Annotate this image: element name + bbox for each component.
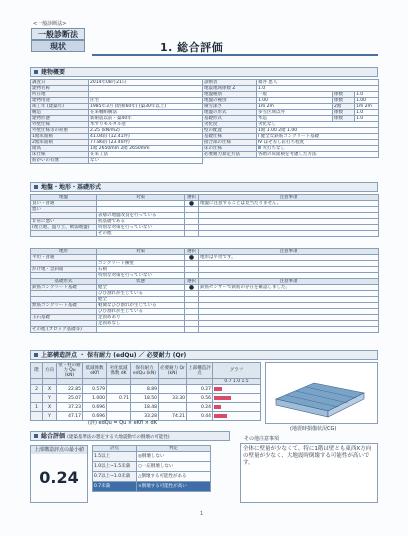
min-score-label: 上部構造評点の最小値 <box>31 446 87 454</box>
column-header: 選択 <box>185 195 199 201</box>
row-value: 1階 2650mm 2階 2650mm <box>89 146 203 152</box>
overall-section-title: 総合評価 <box>41 433 66 440</box>
ground-measure: 軽微なひび割れが生じている <box>97 303 185 309</box>
row-value: 新耐震以前・築40年 <box>89 116 203 122</box>
score-bar <box>214 405 221 409</box>
score-bar <box>214 387 222 391</box>
selection-dot: ● <box>185 255 199 261</box>
column-header: 地盤 <box>31 195 97 201</box>
eval-value <box>107 403 131 412</box>
row-value: 木造 <box>257 116 333 122</box>
table-row <box>31 394 261 403</box>
ground-note: 地形は平坦です。 <box>199 255 379 261</box>
row-value: 一般 <box>257 92 333 98</box>
extra-label: 係数 <box>333 92 355 98</box>
score-range: 0.7以上~1.0未満 <box>93 472 137 482</box>
eval-value: X <box>43 385 57 394</box>
eval-value: 74.21 <box>159 412 187 421</box>
ground-item: (埋立地、盛り土、軟弱地盤) <box>31 225 97 231</box>
score-range: 0.7未満 <box>93 482 137 492</box>
eval-value: 0.696 <box>83 412 107 421</box>
row-value: 1階 1.00 2階 1.00 <box>257 128 379 134</box>
row-label: 必要耐力算定方法 <box>203 152 257 158</box>
ground-measure: 杭基礎である <box>97 219 185 225</box>
eval-value: 2 <box>31 385 43 394</box>
row-value: 77.86㎡ (23.40坪) <box>89 140 203 146</box>
selection-dot: ● <box>185 201 199 207</box>
ground-table-3 <box>30 278 379 333</box>
row-value: Ⅳ ほぞ差し釘打ち程度 <box>257 140 379 146</box>
score-bar-cell <box>213 403 261 412</box>
ground-measure: ひび割れが生じている <box>97 309 185 315</box>
row-label: 竣工年 (建築年) <box>31 104 89 110</box>
score-bar-cell <box>213 385 261 394</box>
eval-value: 33.30 <box>159 394 187 403</box>
table-row <box>203 152 379 158</box>
ground-section-title: 地盤・地形・基礎形式 <box>41 184 102 191</box>
judgement: △倒壊する可能性がある <box>137 472 211 482</box>
row-value: 住宅 <box>89 98 203 104</box>
min-score-box <box>30 445 88 503</box>
score-range: 1.5以上 <box>93 452 137 462</box>
eval-value: 18.50 <box>131 394 159 403</box>
ground-note: 鉄筋センサーで鉄筋の存在を確認しました。 <box>199 285 379 291</box>
ground-measure: 特別な対策を行っていない <box>97 225 185 231</box>
row-value: 2014年08月21日 <box>89 80 203 86</box>
eval-value <box>107 385 131 394</box>
column-header: 注意事項 <box>199 279 379 285</box>
column-header: 上部構造評点 <box>187 363 213 379</box>
row-value: 1985年3月 (昭和60年) (築30年以上) <box>89 104 203 110</box>
method-small-tag: <一般診断法> <box>33 21 67 27</box>
selection-dot <box>185 231 199 237</box>
ground-measure <box>97 327 185 333</box>
ground-item: 無筋コンクリート基礎 <box>31 303 97 309</box>
ground-measure: ひび割れが生じている <box>97 291 185 297</box>
eval-value: 0.579 <box>83 385 107 394</box>
eval-value: Y <box>43 394 57 403</box>
eval-value <box>159 403 187 412</box>
eval-value: 0.44 <box>187 412 213 421</box>
ground-measure: 石積 <box>97 267 185 273</box>
min-score-value: 0.24 <box>39 468 79 487</box>
column-header: 対策 <box>97 195 185 201</box>
eval-value: 22.85 <box>57 385 83 394</box>
ground-item: 玉石基礎 <box>31 315 97 321</box>
column-header: 状態 <box>97 279 185 285</box>
page-title: 1. 総合評価 <box>160 41 224 54</box>
row-value: 劣化なし <box>257 122 379 128</box>
score-bar-cell <box>213 394 261 403</box>
judgement: ○一応倒壊しない <box>137 462 211 472</box>
ground-table-2 <box>30 248 379 279</box>
ground-item: 平坦・普通 <box>31 255 97 261</box>
ground-item: 悪い <box>31 207 97 213</box>
column-header: 必要耐力 Qr (kN) <box>159 363 187 379</box>
row-label: 地震地域係数 Z <box>203 86 257 92</box>
judgement-table <box>92 445 211 492</box>
score-bar <box>214 414 227 418</box>
title-underline <box>92 54 378 56</box>
eval-value <box>31 412 43 421</box>
column-header: 対策 <box>97 249 185 255</box>
eval-formula: (評) edQu = Qu × eKfl × dK <box>88 420 158 426</box>
ground-item: がけ地・急斜面 <box>31 267 97 273</box>
comment-title: その他注意事項 <box>244 436 280 442</box>
row-value: 1m 2m <box>257 104 333 110</box>
table-row <box>31 327 379 333</box>
ground-measure: 足固めなし <box>97 321 185 327</box>
score-bar <box>214 396 231 400</box>
eval-value <box>159 385 187 394</box>
column-header: 選択 <box>185 249 199 255</box>
row-label: 劣化度 <box>203 122 257 128</box>
ground-section-header <box>30 182 378 192</box>
row-value: Ⅰ 健全な鉄筋コンクリート基礎 <box>257 134 379 140</box>
row-label: 建物用途 <box>31 98 89 104</box>
row-label: 地盤の形式 <box>203 110 257 116</box>
ground-item: その他 (ブロック基礎等) <box>31 327 97 333</box>
row-label: 診断者 <box>203 80 257 86</box>
judgement: ×倒壊する可能性が高い <box>137 482 211 492</box>
ground-item <box>31 231 97 237</box>
column-header: 低減係数 eKfl <box>83 363 107 379</box>
eval-table <box>30 362 261 421</box>
eval-section-header <box>30 350 378 360</box>
eval-value: 1 <box>31 403 43 412</box>
eval-value: 0.56 <box>187 394 213 403</box>
column-header: 注意事項 <box>199 249 379 255</box>
eval-value: 0.696 <box>83 403 107 412</box>
building-left-table <box>30 79 203 164</box>
row-label: 外壁仕様 <box>31 122 89 128</box>
page-number: 1 <box>200 511 204 517</box>
extra-value: 1.00 <box>355 98 379 104</box>
eval-value: 8.89 <box>131 385 159 394</box>
row-value: 福井 恵人 <box>257 80 379 86</box>
column-header: 評点 <box>93 446 137 452</box>
building-section-title: 建物概要 <box>41 69 66 76</box>
score-bar-cell <box>213 412 261 421</box>
table-row <box>93 462 211 472</box>
overall-section-header <box>30 431 230 441</box>
row-value: 41.04㎡ (12.41坪) <box>89 134 203 140</box>
extra-value: 1.0 <box>355 92 379 98</box>
eval-value: 37.23 <box>57 403 83 412</box>
row-label: 積雪深さ <box>203 104 257 110</box>
cg-caption: (地震時損傷状況CG) <box>290 426 337 432</box>
extra-label: 係数 <box>333 98 355 104</box>
eval-value: Y <box>43 412 57 421</box>
row-label: 接合部の仕様 <box>203 140 257 146</box>
overall-section-note: (建築基準法の想定する大地震動での倒壊の可能性) <box>67 435 170 440</box>
ground-note <box>199 327 379 333</box>
column-header: 地形 <box>31 249 97 255</box>
extra-label: 係数 <box>333 116 355 122</box>
eval-value: 1.000 <box>83 394 107 403</box>
extra-label: 2階 <box>333 104 355 110</box>
graph-scale: 0.7 1.0 1.5 <box>213 379 261 385</box>
column-header: 注意事項 <box>199 195 379 201</box>
row-label: 調査日 <box>31 80 89 86</box>
eval-value: 0.27 <box>187 385 213 394</box>
row-label: 床の仕様 <box>203 146 257 152</box>
eval-value: 25.07 <box>57 394 83 403</box>
row-label: 基礎仕様 <box>203 134 257 140</box>
row-label: 構造 <box>31 110 89 116</box>
row-label: 所在地 <box>31 92 89 98</box>
row-label: 建物形態 <box>31 116 89 122</box>
ground-measure: その他 <box>97 231 185 237</box>
ground-measure: 健全 <box>97 285 185 291</box>
eval-value: 18.48 <box>131 403 159 412</box>
state-tag: 現状 <box>31 40 85 52</box>
row-value: Ⅲ 火打ちなし <box>257 146 379 152</box>
ground-measure: コンクリート擁壁 <box>97 261 185 267</box>
table-row <box>31 231 379 237</box>
table-row <box>31 158 203 164</box>
column-header: グラフ <box>213 363 261 379</box>
column-header: 階 <box>31 363 43 379</box>
row-label: 基礎形式 <box>203 116 257 122</box>
table-row <box>93 452 211 462</box>
table-row <box>31 363 261 379</box>
method-tag: 一般診断法 <box>31 28 85 40</box>
extra-label: 係数 <box>333 110 355 116</box>
row-value: 1.0 <box>257 86 379 92</box>
score-range: 1.0以上~1.5未満 <box>93 462 137 472</box>
table-row <box>31 385 261 394</box>
row-value: 2.25 (kN/m2) <box>89 128 203 134</box>
extra-value: 1m 2m <box>355 104 379 110</box>
eval-value: 0.71 <box>107 394 131 403</box>
row-label: 1階床面積 <box>31 134 89 140</box>
table-row <box>93 472 211 482</box>
row-label: 床仕様 <box>31 152 89 158</box>
ground-item: 良い・普通 <box>31 201 97 207</box>
table-row <box>31 403 261 412</box>
row-label: 筋かいの有無 <box>31 158 89 164</box>
row-label: 階高 <box>31 146 89 152</box>
extra-value: 1.0 <box>355 116 379 122</box>
row-value: ない <box>89 158 203 164</box>
row-label: 外壁仕様等の荷重 <box>31 128 89 134</box>
comment-text: 全体に壁量が少なくて、特に1階は壁とも東西X方向の壁量が少なく、大地震時倒壊する可能性が高いです。 <box>240 443 378 503</box>
ground-measure: 表層の地盤改良を行っている <box>97 213 185 219</box>
row-label: 地盤の種別 <box>203 98 257 104</box>
column-header: 選択 <box>185 279 199 285</box>
house-cg-icon <box>266 363 379 425</box>
row-value: 1.00 <box>257 98 333 104</box>
column-header: 判定 <box>137 446 211 452</box>
ground-note: 地盤に注意することは見当たりません。 <box>199 201 379 207</box>
building-right-table <box>202 79 379 158</box>
ground-note <box>199 231 379 237</box>
column-header: 壁・柱の耐力 Qu (kN) <box>58 363 81 378</box>
ground-measure: 健全 <box>97 297 185 303</box>
row-value: 木ずりモルタル塗 <box>89 122 203 128</box>
eval-section-title: 上部構造評点 ・ 保有耐力 (edQu) ／ 必要耐力 (Qr) <box>41 352 187 359</box>
eval-value: X <box>43 403 57 412</box>
ground-measure: 特別な対策を行っていない <box>97 273 185 279</box>
row-value: 多雪区域以外 <box>257 110 333 116</box>
ground-measure: 足固めあり <box>97 315 185 321</box>
selection-dot: ● <box>185 285 199 291</box>
judgement: ◎倒壊しない <box>137 452 211 462</box>
row-label: 建物名称 <box>31 86 89 92</box>
column-header: 劣化低減係数 dK <box>107 363 131 379</box>
column-header: 基礎形式 <box>31 279 97 285</box>
row-value: 在来軸組構法 <box>89 110 203 116</box>
row-label: 壁の配置 <box>203 128 257 134</box>
ground-item: 非常に悪い <box>31 219 97 225</box>
eval-value: 0.24 <box>187 403 213 412</box>
row-label: 2階床面積 <box>31 140 89 146</box>
column-header: 方向 <box>43 363 57 379</box>
eval-value <box>31 394 43 403</box>
extra-value: 1.0 <box>355 110 379 116</box>
column-header: 保有耐力 edQu (kN) <box>131 363 159 379</box>
row-value: 各階の床面積を考慮した方法 <box>257 152 379 158</box>
building-section-header <box>30 67 378 77</box>
ground-item: 鉄筋コンクリート基礎 <box>31 285 97 291</box>
row-value: 在来工法 <box>89 152 203 158</box>
selection-dot <box>185 327 199 333</box>
eval-value: 47.17 <box>57 412 83 421</box>
table-row <box>93 482 211 492</box>
row-label: 地盤種別 <box>203 92 257 98</box>
ground-table-1 <box>30 194 379 237</box>
damage-cg-image <box>265 362 378 424</box>
eval-value: 33.28 <box>131 412 159 421</box>
